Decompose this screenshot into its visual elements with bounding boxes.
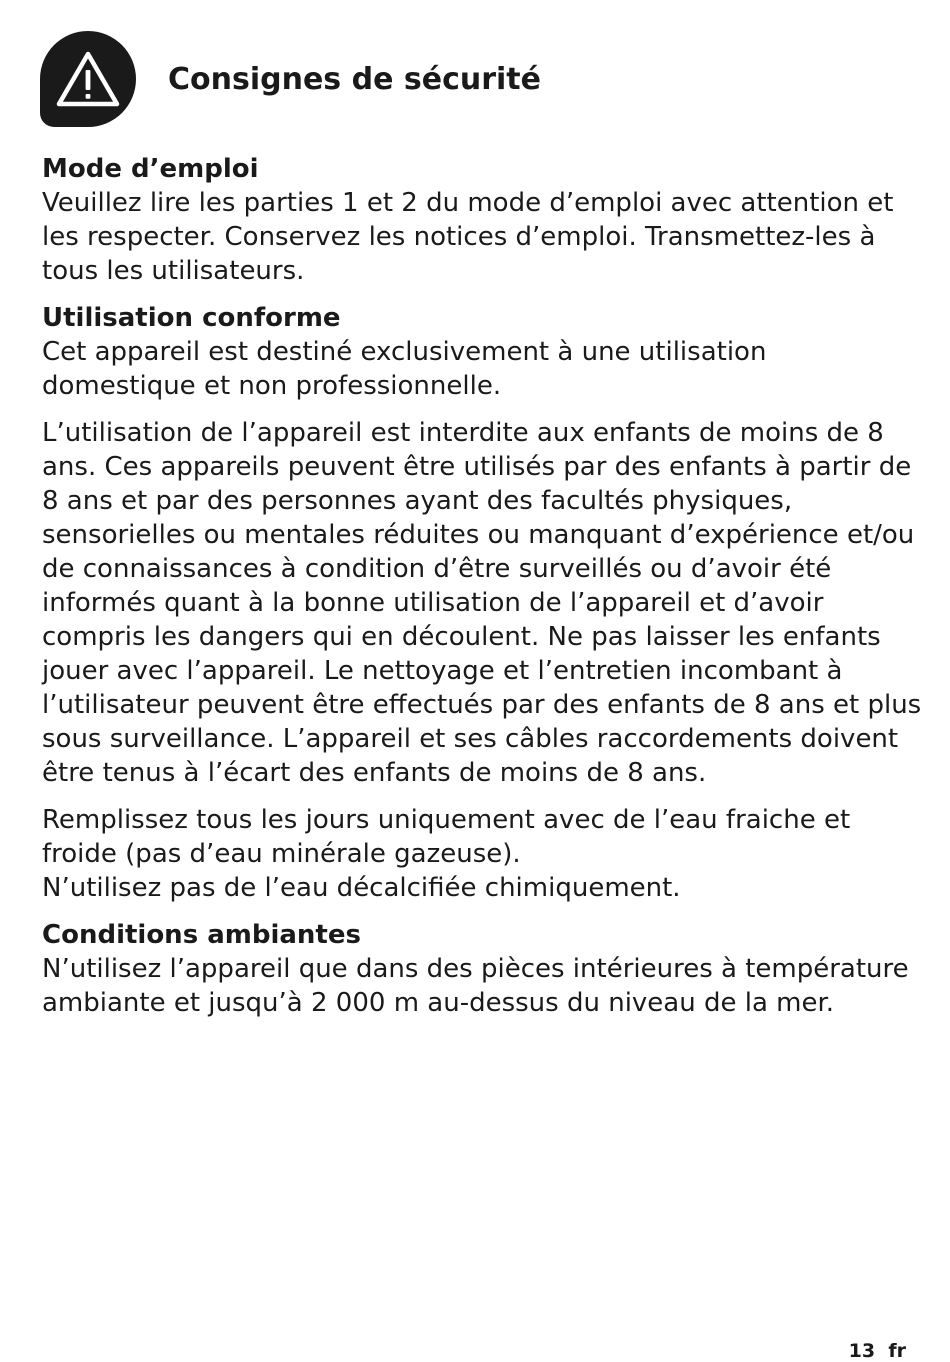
section-remplissage [42, 803, 922, 905]
section-utilisation-conforme [42, 301, 922, 403]
section-mode-emploi [42, 152, 922, 288]
paragraph: Remplissez tous les jours uniquement avec de l’eau fraiche et froide (pas d’eau minérale gazeuse). [42, 805, 851, 869]
paragraph: L’utilisation de l’appareil est interdite aux enfants de moins de 8 ans. Ces appareils peuvent être utilisés par des enfants à partir de 8 ans et par des personnes ayant des facultés physiques, sensorielles ou mentales réduites ou manquant d’expérience et/ou de connaissances à condition d’être surveillés ou d’avoir été informés quant à la bonne utilisation de l’appareil et d’avoir compris les dangers qui en découlent. Ne pas laisser les enfants jouer avec l’appareil. Le nettoyage et l’entretien incombant à l’utilisateur peuvent être effectués par des enfants de 8 ans et plus sous surveillance. L’appareil et ses câbles raccordements doivent être tenus à l’écart des enfants de moins de 8 ans. [42, 418, 922, 788]
page-number: 13 [848, 1340, 876, 1362]
page-header [40, 30, 541, 128]
page-footer [849, 1340, 906, 1362]
section-heading: Conditions ambiantes [42, 920, 361, 950]
paragraph: N’utilisez l’appareil que dans des pièces intérieures à température ambiante et jusqu’à 2 000 m au-dessus du niveau de la mer. [42, 954, 909, 1018]
page-title: Consignes de sécurité [168, 61, 541, 97]
paragraph: Veuillez lire les parties 1 et 2 du mode d’emploi avec attention et les respecter. Conservez les notices d’emploi. Transmettez-les à tous les utilisateurs. [42, 188, 894, 286]
paragraph: N’utilisez pas de l’eau décalcifiée chimiquement. [42, 873, 681, 903]
section-utilisation-enfants [42, 416, 922, 790]
section-heading: Mode d’emploi [42, 154, 259, 184]
document-body [42, 152, 922, 1033]
paragraph: Cet appareil est destiné exclusivement à une utilisation domestique et non professionnelle. [42, 337, 767, 401]
section-conditions-ambiantes [42, 918, 922, 1020]
language-code: fr [888, 1340, 906, 1362]
warning-triangle-icon [40, 31, 136, 127]
section-heading: Utilisation conforme [42, 303, 341, 333]
